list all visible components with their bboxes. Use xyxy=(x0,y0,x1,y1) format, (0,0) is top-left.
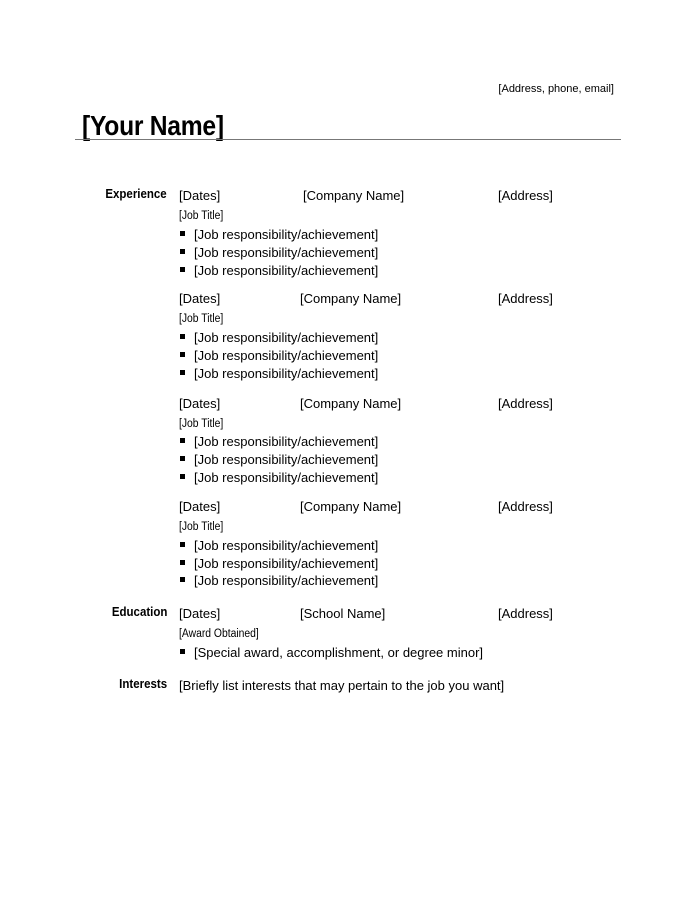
job-bullet: [Job responsibility/achievement] xyxy=(180,263,378,278)
job-address: [Address] xyxy=(498,499,553,514)
job-title: [Job Title] xyxy=(179,521,224,533)
job-company: [Company Name] xyxy=(303,188,405,203)
job-bullet: [Job responsibility/achievement] xyxy=(180,366,378,381)
job-company: [Company Name] xyxy=(300,499,402,514)
bullet-icon xyxy=(180,352,185,357)
job-dates: [Dates] xyxy=(179,499,221,514)
bullet-icon xyxy=(180,649,185,654)
contact-info: [Address, phone, email] xyxy=(498,83,614,95)
job-bullet: [Job responsibility/achievement] xyxy=(180,245,378,260)
section-label-interests: Interests xyxy=(119,677,167,691)
job-header-row xyxy=(179,291,599,307)
job-header-row xyxy=(179,499,599,515)
resume-name: [Your Name] xyxy=(82,110,224,141)
award-title: [Award Obtained] xyxy=(179,628,259,640)
job-title: [Job Title] xyxy=(179,418,224,430)
job-dates: [Dates] xyxy=(179,396,221,411)
job-dates: [Dates] xyxy=(179,291,221,306)
job-address: [Address] xyxy=(498,188,553,203)
education-bullet: [Special award, accomplishment, or degree minor] xyxy=(180,645,483,660)
job-bullet: [Job responsibility/achievement] xyxy=(180,573,378,588)
bullet-icon xyxy=(180,542,185,547)
bullet-icon xyxy=(180,267,185,272)
job-bullet: [Job responsibility/achievement] xyxy=(180,556,378,571)
job-title: [Job Title] xyxy=(179,210,224,222)
job-bullet: [Job responsibility/achievement] xyxy=(180,348,378,363)
job-address: [Address] xyxy=(498,291,553,306)
bullet-icon xyxy=(180,249,185,254)
job-company: [Company Name] xyxy=(300,396,402,411)
job-bullet: [Job responsibility/achievement] xyxy=(180,470,378,485)
section-label-education: Education xyxy=(111,605,167,619)
education-header-row xyxy=(179,606,599,622)
name-underline xyxy=(75,139,621,140)
bullet-icon xyxy=(180,560,185,565)
job-bullet: [Job responsibility/achievement] xyxy=(180,227,378,242)
bullet-icon xyxy=(180,438,185,443)
interests-text: [Briefly list interests that may pertain to the job you want] xyxy=(179,678,505,693)
job-title: [Job Title] xyxy=(179,313,224,325)
bullet-icon xyxy=(180,231,185,236)
job-header-row xyxy=(179,396,599,412)
bullet-icon xyxy=(180,334,185,339)
bullet-icon xyxy=(180,474,185,479)
school-name: [School Name] xyxy=(300,606,386,621)
job-bullet: [Job responsibility/achievement] xyxy=(180,452,378,467)
job-company: [Company Name] xyxy=(300,291,402,306)
bullet-icon xyxy=(180,577,185,582)
education-address: [Address] xyxy=(498,606,553,621)
job-header-row xyxy=(179,188,599,204)
job-bullet: [Job responsibility/achievement] xyxy=(180,538,378,553)
job-bullet: [Job responsibility/achievement] xyxy=(180,330,378,345)
bullet-icon xyxy=(180,370,185,375)
job-bullet: [Job responsibility/achievement] xyxy=(180,434,378,449)
bullet-icon xyxy=(180,456,185,461)
section-label-experience: Experience xyxy=(105,187,167,201)
education-dates: [Dates] xyxy=(179,606,221,621)
job-dates: [Dates] xyxy=(179,188,221,203)
job-address: [Address] xyxy=(498,396,553,411)
